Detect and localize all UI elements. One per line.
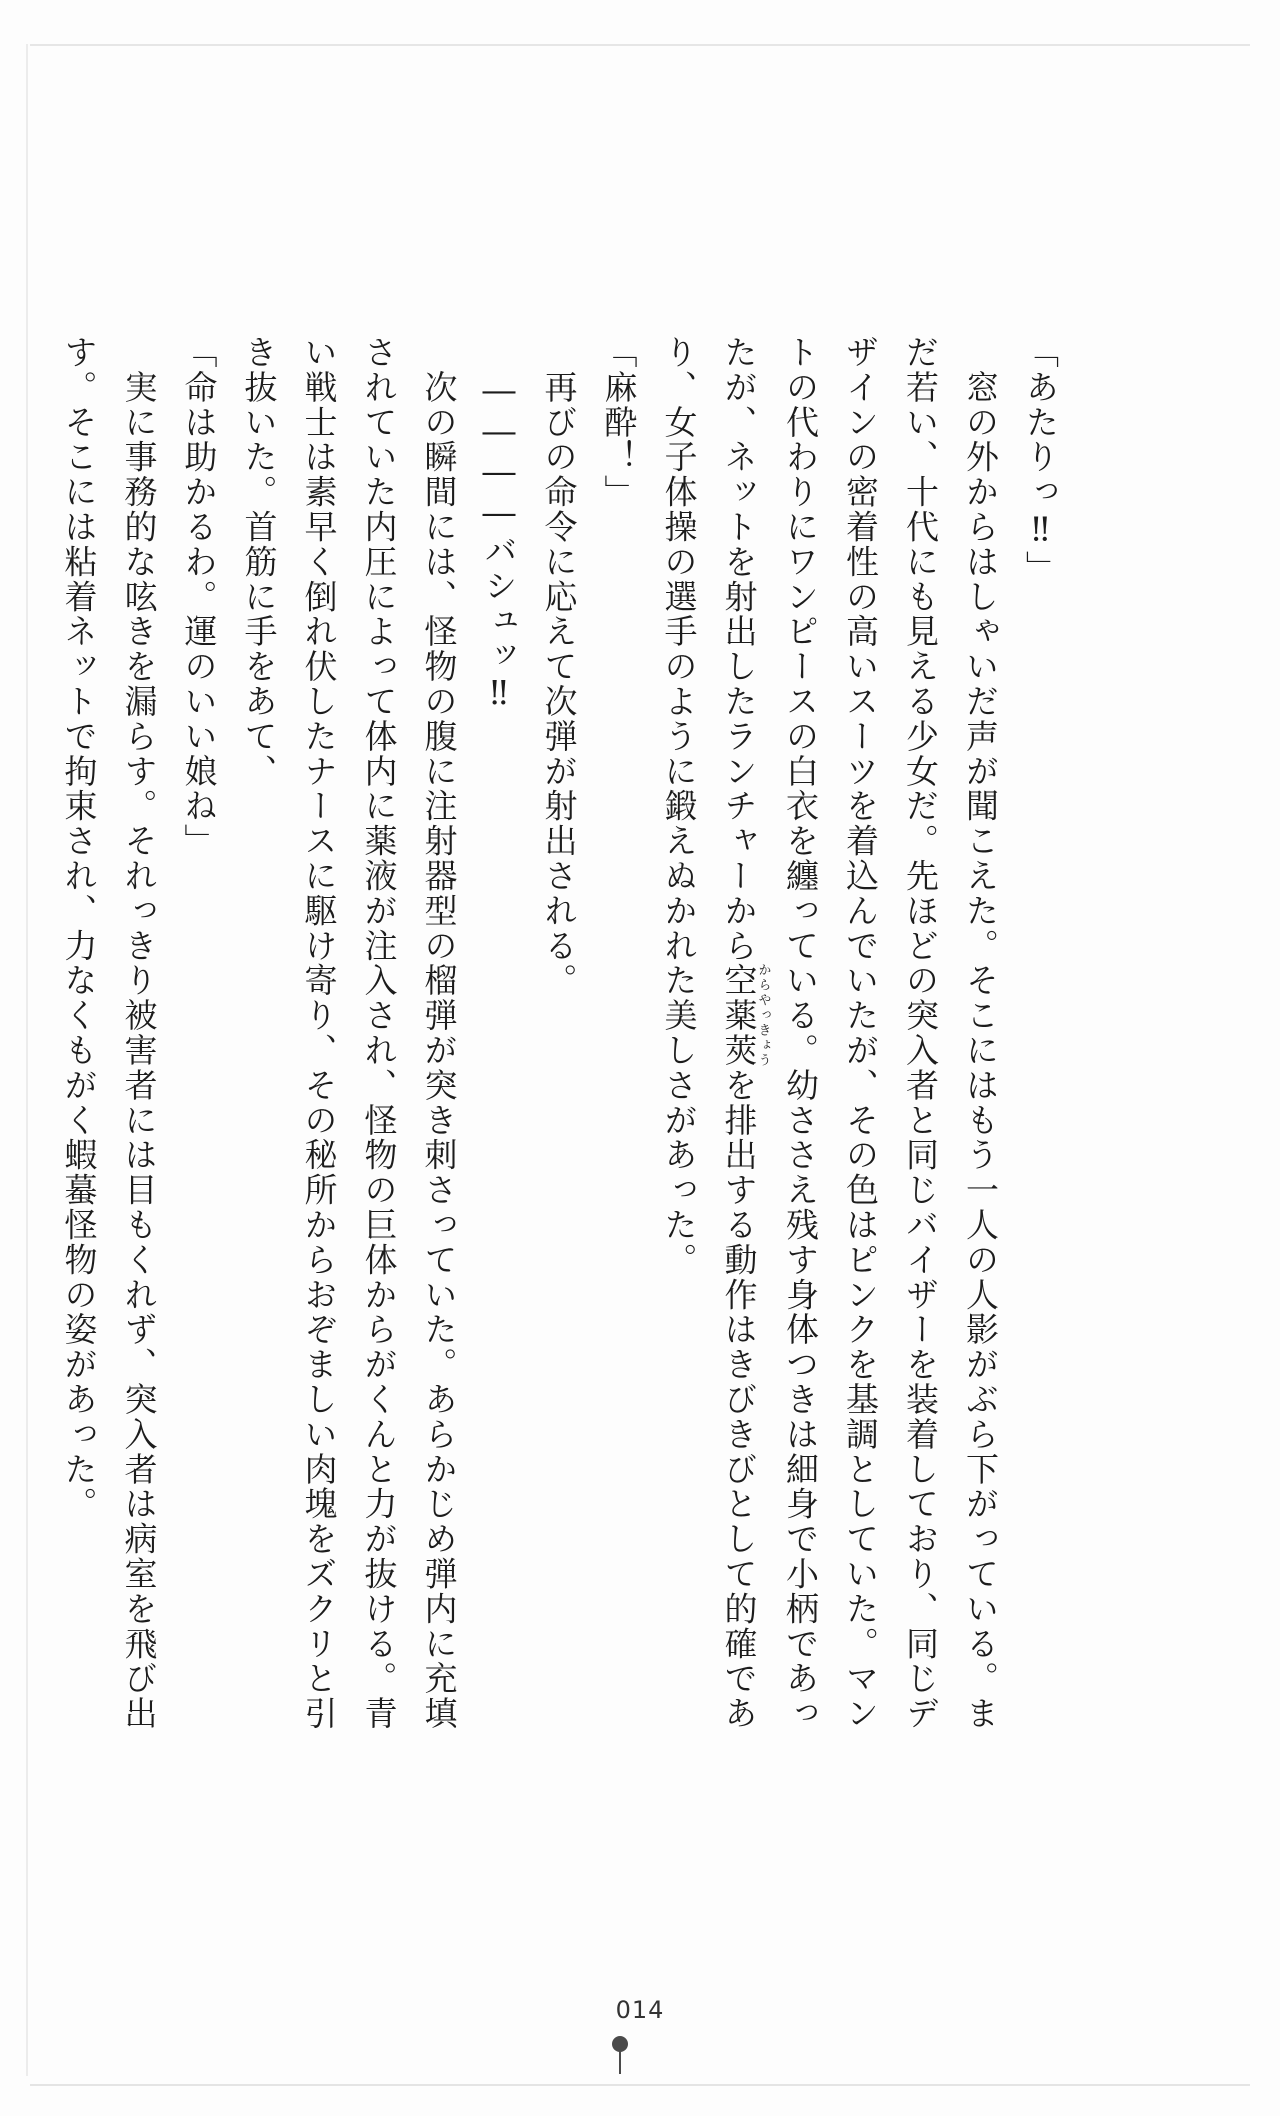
text-line: り、女子体操の選手のように鍛えぬかれた美しさがあった。	[659, 335, 699, 1278]
text-line-tail: を排出する動作はきびきびとして的確であ	[719, 1067, 759, 1732]
text-line: い戦士は素早く倒れ伏したナースに駆け寄り、その秘所からおぞましい肉塊をズクリと引	[299, 335, 339, 1731]
text-line: き抜いた。首筋に手をあて、	[239, 335, 279, 789]
scan-edge-left	[26, 44, 28, 2076]
scan-edge-top	[30, 44, 1250, 46]
page-marker-stem	[619, 2050, 621, 2074]
ruby-reading: からやっきょう	[755, 963, 771, 1068]
text-line: だ若い、十代にも見える少女だ。先ほどの突入者と同じバイザーを装着しており、同じデ	[901, 335, 940, 1731]
text-line-with-ruby	[709, 335, 771, 1732]
text-line: す。そこには粘着ネットで拘束され、力なくもがく蝦蟇怪物の姿があった。	[59, 335, 99, 1522]
text-line: 「あたりっ‼」	[1021, 335, 1060, 586]
text-line: 「麻酔！」	[599, 335, 639, 510]
vertical-text-body	[59, 335, 1070, 1732]
scan-edge-bottom	[30, 2084, 1250, 2086]
text-line: ザインの密着性の高いスーツを着込んでいたが、その色はピンクを基調としていた。マン	[841, 335, 880, 1731]
text-line: 実に事務的な呟きを漏らす。それっきり被害者には目もくれず、突入者は病室を飛び出	[119, 335, 159, 1731]
ruby-word	[719, 963, 771, 1068]
ruby-base: 空薬莢	[719, 963, 759, 1068]
text-line: トの代わりにワンピースの白衣を纏っている。幼ささえ残す身体つきは細身で小柄であっ	[781, 335, 820, 1731]
text-line-head: たが、ネットを射出したランチャーから	[719, 335, 759, 964]
text-line: されていた内圧によって体内に薬液が注入され、怪物の巨体からがくんと力が抜ける。青	[359, 335, 399, 1731]
text-line: ――――バシュッ‼	[479, 335, 519, 714]
text-line: 再びの命令に応えて次弾が射出される。	[539, 335, 579, 999]
text-line: 窓の外からはしゃいだ声が聞こえた。そこにはもう一人の人影がぶら下がっている。ま	[961, 335, 1000, 1731]
text-line: 次の瞬間には、怪物の腹に注射器型の榴弾が突き刺さっていた。あらかじめ弾内に充填	[419, 335, 459, 1731]
text-line: 「命は助かるわ。運のいい娘ね」	[179, 335, 219, 859]
page-number: 014	[615, 1996, 665, 2024]
